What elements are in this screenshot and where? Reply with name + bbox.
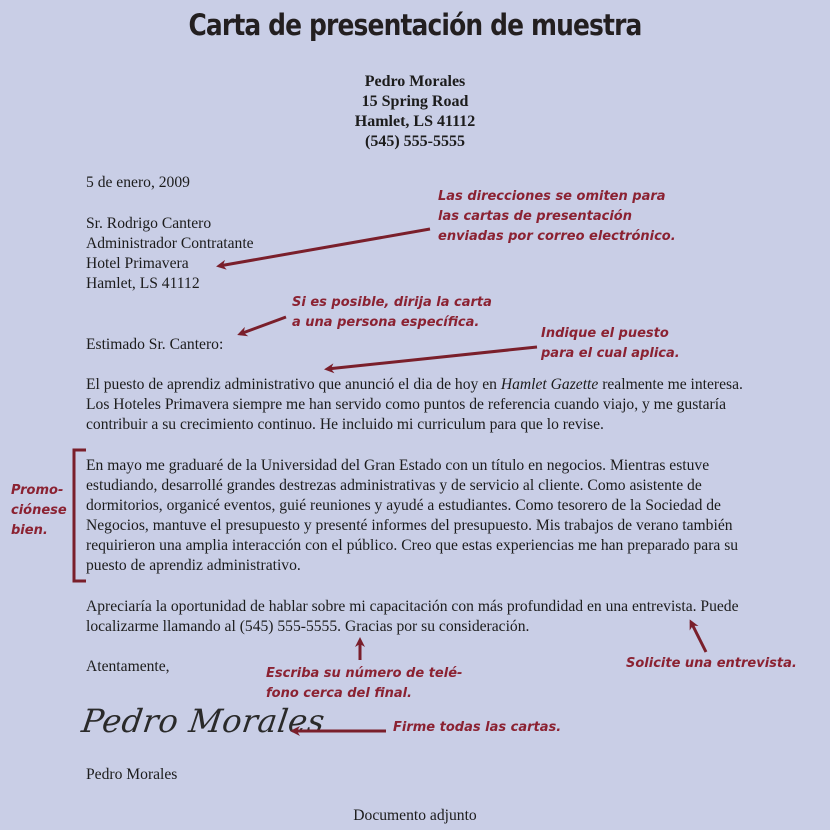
paragraph-intro-end: realmente me interesa. Los Hoteles Primavera siempre me han servido como puntos de referencia cuando viajo, y me gustaría contribuir a su crecimiento continuo. He incluido mi curriculum para que lo revise.	[86, 376, 743, 433]
arrow-addresses	[219, 229, 430, 266]
sender-phone: (545) 555-5555	[365, 133, 465, 150]
typed-name: Pedro Morales	[86, 766, 178, 783]
promote-bracket	[74, 450, 86, 581]
paragraph-intro-start: El puesto de aprendiz administrativo que anunció el dia de hoy en	[86, 376, 501, 393]
arrow-position	[327, 347, 537, 369]
arrow-specific-person	[240, 317, 286, 334]
paragraph-qualifications: En mayo me graduaré de la Universidad del Gran Estado con un título en negocios. Mientras estuve estudiando, desarrollé grandes destrezas administrativas y de servicio al cliente. Como asistente de dormitorios, organicé eventos, guié reuniones y ayudé a estudiantes. Como tesorero de la Sociedad de Negocios, mantuve el presupuesto y presenté informes del presupuesto. Mis trabajos de verano también requirieron una amplia interacción con el público. Creo que estas experiencias me han preparado para su puesto de aprendiz administrativo.	[86, 457, 739, 574]
annotation-specific-person: Si es posible, dirija la carta a una persona específica.	[292, 295, 492, 330]
arrow-interview	[691, 622, 706, 652]
annotation-interview: Solicite una entrevista.	[626, 656, 797, 671]
sender-name: Pedro Morales	[364, 73, 466, 90]
recipient-name: Sr. Rodrigo Cantero	[86, 215, 212, 232]
closing: Atentamente,	[86, 658, 170, 675]
annotation-position: Indique el puesto para el cual aplica.	[541, 326, 680, 361]
sender-city: Hamlet, LS 41112	[354, 113, 476, 130]
page-title: Carta de presentación de muestra	[188, 8, 642, 42]
recipient-city: Hamlet, LS 41112	[86, 275, 200, 292]
paragraph-interview: Apreciaría la oportunidad de hablar sobre mi capacitación con más profundidad en una entrevista. Puede localizarme llamando al (545) 555-5555. Gracias por su consideración.	[86, 598, 739, 635]
annotation-addresses: Las direcciones se omiten para las cartas de presentación enviadas por correo electrónico.	[438, 189, 676, 244]
salutation: Estimado Sr. Cantero:	[86, 336, 224, 353]
sender-street: 15 Spring Road	[361, 93, 469, 110]
publication-name: Hamlet Gazette	[500, 376, 599, 393]
recipient-company: Hotel Primavera	[86, 255, 189, 272]
handwritten-signature: Pedro Morales	[79, 702, 328, 740]
annotation-phone: Escriba su número de telé- fono cerca del final.	[266, 666, 463, 701]
annotation-sign: Firme todas las cartas.	[393, 720, 562, 735]
annotation-promote: Promo- ciónese bien.	[11, 483, 67, 538]
recipient-title: Administrador Contratante	[86, 235, 254, 252]
letter-date: 5 de enero, 2009	[86, 174, 190, 191]
enclosure-notation: Documento adjunto	[353, 807, 477, 824]
